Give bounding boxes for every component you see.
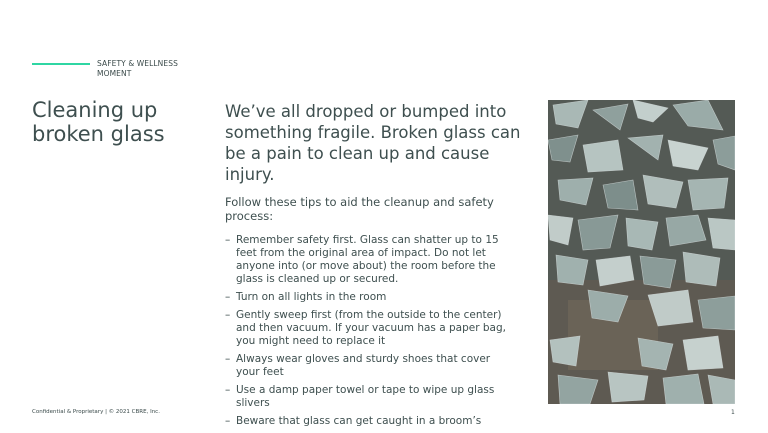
lead-paragraph: We’ve all dropped or bumped into something fragile. Broken glass can be a pain to clean up and cause injury. (225, 102, 521, 184)
footer-copyright: Confidential & Proprietary | © 2021 CBRE, Inc. (32, 409, 160, 415)
bullet-dash: – (225, 384, 231, 396)
tip-item (225, 291, 517, 304)
bullet-dash: – (225, 353, 231, 365)
tip-text: Always wear gloves and sturdy shoes that cover your feet (236, 353, 491, 378)
tip-item (225, 353, 517, 379)
broken-glass-photo (548, 100, 735, 404)
tip-text: Remember safety first. Glass can shatter up to 15 feet from the original area of impact. Do not let anyone into (or move about) the room before the glass is cleaned up or secured. (236, 234, 499, 285)
tip-item (225, 415, 517, 428)
tips-list (225, 234, 517, 433)
bullet-dash: – (225, 415, 231, 427)
section-kicker (97, 59, 178, 78)
tip-text: Use a damp paper towel or tape to wipe up glass slivers (236, 384, 495, 409)
glass-shards-illustration (548, 100, 735, 404)
page-number: 1 (731, 409, 735, 416)
bullet-dash: – (225, 309, 231, 321)
bullet-dash: – (225, 291, 231, 303)
bullet-dash: – (225, 234, 231, 246)
tip-item (225, 309, 517, 348)
title-line-1: Cleaning up (32, 98, 158, 122)
tip-text: Beware that glass can get caught in a broom’s (236, 415, 482, 427)
kicker-line-1: SAFETY & WELLNESS (97, 59, 178, 68)
tip-item (225, 384, 517, 410)
title-line-2: broken glass (32, 122, 165, 146)
slide-title (32, 98, 212, 146)
tip-text: Turn on all lights in the room (236, 291, 387, 303)
intro-paragraph: Follow these tips to aid the cleanup and safety process: (225, 195, 494, 223)
tip-item (225, 234, 517, 286)
kicker-line-2: MOMENT (97, 68, 132, 78)
accent-line (32, 63, 90, 65)
tip-text: Gently sweep first (from the outside to the center) and then vacuum. If your vacuum has a paper bag, you might need to replace it (236, 309, 506, 347)
